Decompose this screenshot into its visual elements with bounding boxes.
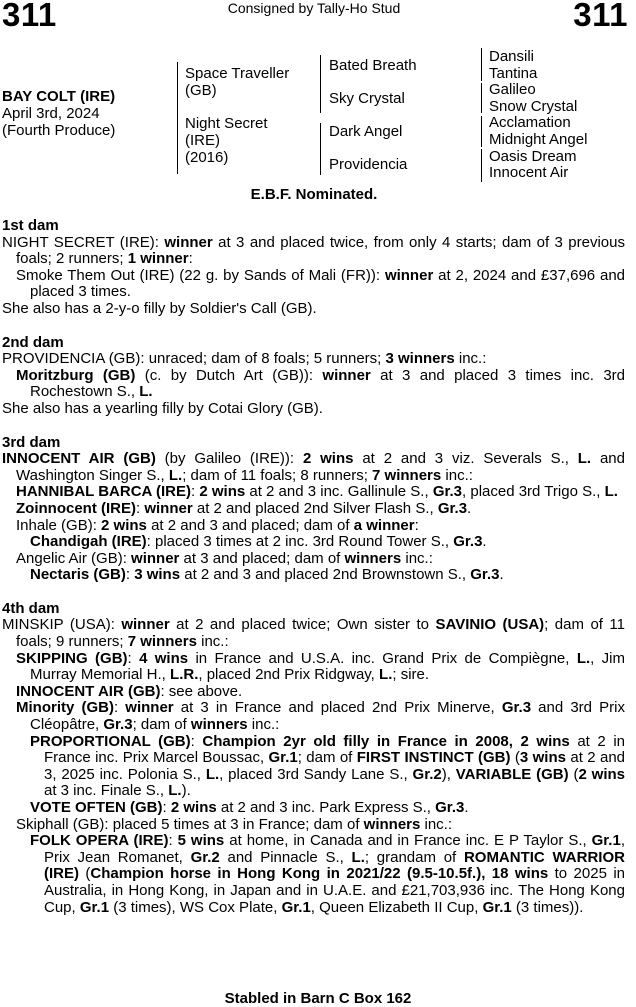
fourth-dam-grandproduce-1: PROPORTIONAL (GB): Champion 2yr old filly in France in 2008, 2 wins at 2 in France inc. Prix Marcel Boussac, Gr.1; dam of FIRST INSTINCT (GB) (3 wins at 2 and 3, 2025 inc. Polonia S., L., placed 3rd Sandy Lane S., Gr.2), VARIABLE (GB) (2 wins at 3 inc. Finale S., L.). — [30, 732, 626, 800]
lot-number-left: 311 — [2, 0, 57, 33]
fourth-dam-heading: 4th dam — [2, 599, 60, 617]
fourth-dam-grandproduce-2: VOTE OFTEN (GB): 2 wins at 2 and 3 inc. Park Express S., Gr.3. — [30, 799, 469, 816]
pedigree-line-3c — [481, 116, 482, 147]
horse-details — [2, 88, 115, 139]
pedigree-line-3a — [481, 48, 482, 81]
gen3-2: Sky Crystal — [329, 90, 405, 107]
fourth-dam-entry: MINSKIP (USA): winner at 2 and placed twice; Own sister to SAVINIO (USA); dam of 11 foals; 9 runners; 7 winners inc.: — [2, 616, 625, 651]
third-dam-produce-4: Angelic Air (GB): winner at 3 and placed; dam of winners inc.: — [16, 549, 433, 567]
third-dam-entry: INNOCENT AIR (GB) (by Galileo (IRE)): 2 wins at 2 and 3 viz. Severals S., L. and Washington Singer S., L.; dam of 11 foals; 8 runners; 7 winners inc.: — [2, 450, 625, 484]
second-dam-heading: 2nd dam — [2, 333, 64, 351]
first-dam-entry: NIGHT SECRET (IRE): winner at 3 and placed twice, from only 4 starts; dam of 3 previous foals; 2 runners; 1 winner: — [2, 233, 625, 268]
fourth-dam-produce-4: Skiphall (GB): placed 5 times at 3 in France; dam of winners inc.: — [16, 815, 453, 833]
third-dam-heading: 3rd dam — [2, 433, 61, 451]
foaling-date: April 3rd, 2024 — [2, 105, 100, 122]
horse-name: BAY COLT (IRE) — [2, 88, 116, 105]
fourth-dam-produce-3: Minority (GB): winner at 3 in France and placed 2nd Prix Minerve, Gr.3 and 3rd Prix Cléopâtre, Gr.3; dam of winners inc.: — [16, 699, 625, 734]
stabling-location: Stabled in Barn C Box 162 — [224, 990, 412, 1007]
produce-number: (Fourth Produce) — [2, 122, 116, 139]
gen3-3: Dark Angel — [329, 123, 403, 140]
first-dam-note: She also has a 2-y-o filly by Soldier's Call (GB). — [2, 299, 317, 317]
fourth-dam-produce-2: INNOCENT AIR (GB): see above. — [16, 682, 243, 700]
third-dam-grandproduce-1: Chandigah (IRE): placed 3 times at 2 inc. 3rd Round Tower S., Gr.3. — [30, 533, 487, 551]
pedigree-gen4: Dansili Tantina Galileo Snow Crystal Acclamation Midnight Angel Oasis Dream Innocent Air — [489, 48, 588, 182]
gen3-1: Bated Breath — [329, 57, 417, 74]
ebf-nominated: E.B.F. Nominated. — [250, 186, 378, 203]
pedigree-sire: Space Traveller (GB) — [185, 65, 290, 99]
third-dam-produce-1: HANNIBAL BARCA (IRE): 2 wins at 2 and 3 inc. Gallinule S., Gr.3, placed 3rd Trigo S., L. — [16, 483, 618, 501]
pedigree-dam: Night Secret (IRE) (2016) — [185, 115, 268, 166]
pedigree-line-2a — [320, 55, 321, 113]
second-dam-note: She also has a yearling filly by Cotai Glory (GB). — [2, 399, 323, 417]
lot-number-right: 311 — [573, 0, 628, 33]
second-dam-entry: PROVIDENCIA (GB): unraced; dam of 8 foals; 5 runners; 3 winners inc.: — [2, 350, 487, 368]
third-dam-produce-2: Zoinnocent (IRE): winner at 2 and placed 2nd Silver Flash S., Gr.3. — [16, 499, 472, 517]
first-dam-produce: Smoke Them Out (IRE) (22 g. by Sands of Mali (FR)): winner at 2, 2024 and £37,696 and placed 3 times. — [16, 266, 626, 301]
first-dam-heading: 1st dam — [2, 217, 59, 234]
pedigree-gen3 — [329, 57, 417, 173]
pedigree-line-1 — [177, 62, 178, 174]
pedigree-line-3b — [481, 83, 482, 113]
third-dam-produce-3: Inhale (GB): 2 wins at 2 and 3 and placed; dam of a winner: — [16, 516, 419, 534]
second-dam-produce: Moritzburg (GB) (c. by Dutch Art (GB)): winner at 3 and placed 3 times inc. 3rd Rochestown S., L. — [16, 366, 626, 401]
pedigree-line-3d — [481, 149, 482, 182]
third-dam-grandproduce-2: Nectaris (GB): 3 wins at 2 and 3 and placed 2nd Brownstown S., Gr.3. — [30, 566, 504, 584]
dam-sections — [2, 218, 625, 916]
pedigree-line-2b — [320, 123, 321, 175]
consignor: Consigned by Tally-Ho Stud — [227, 0, 401, 16]
gen3-4: Providencia — [329, 156, 408, 173]
fourth-dam-grandproduce-3: FOLK OPERA (IRE): 5 wins at home, in Canada and in France inc. E P Taylor S., Gr.1, Prix Jean Romanet, Gr.2 and Pinnacle S., L.; grandam of ROMANTIC WARRIOR (IRE) (Champion horse in Hong Kong in 2021/22 (9.5-10.5f.), 18 wins to 2025 in Australia, in Hong Kong, in Japan and in U.A.E. and £21,703,936 inc. The Hong Kong Cup, Gr.1 (3 times), WS Cox Plate, Gr.1, Queen Elizabeth II Cup, Gr.1 (3 times)). — [30, 832, 626, 916]
fourth-dam-produce-1: SKIPPING (GB): 4 wins in France and U.S.A. inc. Grand Prix de Compiègne, L., Jim Murray Memorial H., L.R., placed 2nd Prix Ridgway, L.; sire. — [16, 649, 626, 684]
